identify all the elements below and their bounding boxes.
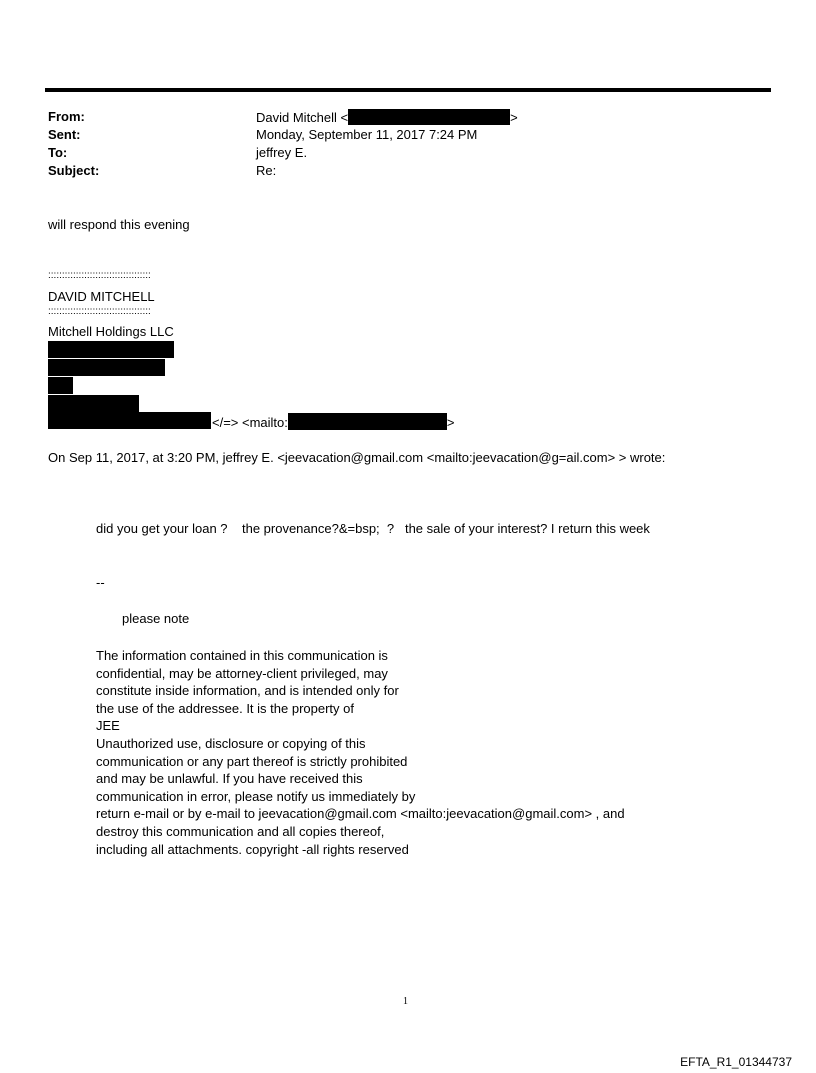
signature-mailto [212, 413, 454, 431]
redaction-box [288, 413, 447, 430]
signature-divider-bottom: ::::::::::::::::::::::::::::::::::::: [48, 306, 151, 317]
sent-label: Sent: [48, 127, 81, 142]
disclaimer-line: return e-mail or by e-mail to jeevacation@gmail.com <mailto:jeevacation@gmail.com> , and [96, 806, 625, 822]
redaction-box [48, 395, 139, 412]
redaction-box [48, 341, 174, 358]
sent-value: Monday, September 11, 2017 7:24 PM [256, 127, 478, 142]
reply-text: will respond this evening [48, 217, 190, 232]
header-divider [45, 88, 771, 92]
confidentiality-disclaimer [96, 647, 625, 858]
signature-name: DAVID MITCHELL [48, 289, 155, 304]
disclaimer-line: The information contained in this communication is [96, 648, 388, 663]
redaction-box [48, 377, 73, 394]
redaction-box [348, 109, 510, 125]
disclaimer-line: Unauthorized use, disclosure or copying of this [96, 735, 366, 751]
disclaimer-line: the use of the addressee. It is the property of [96, 700, 354, 716]
signature-separator: -- [96, 575, 105, 590]
disclaimer-line: confidential, may be attorney-client privileged, may [96, 665, 388, 681]
disclaimer-line: and may be unlawful. If you have received this [96, 771, 363, 787]
from-value [256, 109, 518, 126]
signature-company: Mitchell Holdings LLC [48, 324, 174, 339]
from-close: > [510, 110, 518, 125]
disclaimer-line: including all attachments. copyright -all rights reserved [96, 841, 409, 857]
to-label: To: [48, 145, 68, 160]
from-name: David Mitchell < [256, 110, 349, 125]
from-label: From: [48, 109, 85, 124]
signature-divider-top: ::::::::::::::::::::::::::::::::::::: [48, 270, 151, 281]
to-value: jeffrey E. [256, 145, 308, 160]
quoted-message: did you get your loan ? the provenance?&=bsp; ? the sale of your interest? I return this week [96, 521, 650, 536]
disclaimer-line: constitute inside information, and is intended only for [96, 683, 399, 699]
disclaimer-line: communication in error, please notify us immediately by [96, 788, 416, 804]
redaction-box [48, 359, 165, 376]
signature-mailto-close: > [446, 415, 455, 430]
quote-header: On Sep 11, 2017, at 3:20 PM, jeffrey E. <jeevacation@gmail.com <mailto:jeevacation@g=ail.com> > wrote: [48, 450, 666, 465]
signature-mailto-text: </=> <mailto: [212, 415, 288, 430]
disclaimer-line: destroy this communication and all copies thereof, [96, 823, 385, 839]
subject-value: Re: [256, 163, 277, 178]
page-number: 1 [403, 996, 408, 1007]
document-id: EFTA_R1_01344737 [680, 1055, 792, 1069]
please-note: please note [122, 611, 190, 626]
disclaimer-line: communication or any part thereof is strictly prohibited [96, 753, 408, 769]
subject-label: Subject: [48, 163, 100, 178]
disclaimer-line: JEE [96, 718, 120, 734]
redaction-box [48, 412, 211, 429]
